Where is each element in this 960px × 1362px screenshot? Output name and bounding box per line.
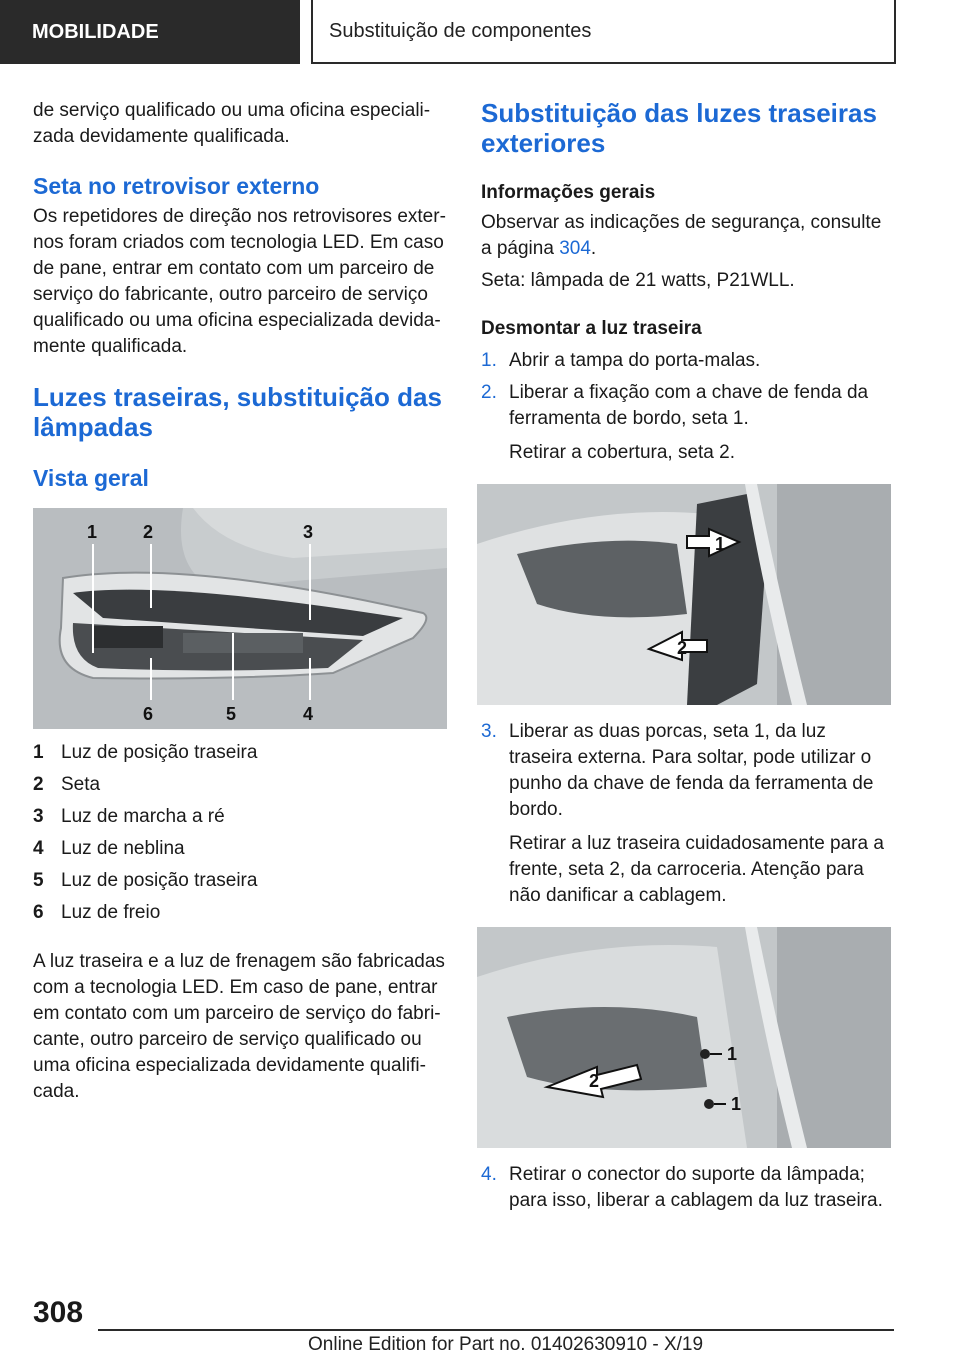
bulb-paragraph: Seta: lâmpada de 21 watts, P21WLL.: [481, 270, 795, 291]
steps-list-b: [481, 719, 893, 909]
step-item: 4. Retirar o conector do suporte da lâmpada; para isso, liberar a cablagem da luz traseira.: [481, 1164, 883, 1211]
callout-2: 2: [143, 522, 154, 542]
legend-item: 2 Seta: [33, 774, 101, 795]
steps-list-a: [481, 348, 893, 466]
intro-paragraph: de serviço qualificado ou uma oficina especializada devidamente qualificada.: [33, 100, 431, 147]
legend-item: 3 Luz de marcha a ré: [33, 806, 225, 827]
left-column: [33, 98, 447, 1105]
general-info-heading: Informações gerais: [481, 182, 656, 203]
step-item: 3. Liberar as duas porcas, seta 1, da luz traseira externa. Para soltar, pode utilizar o punho da chave de fenda da ferramenta de bordo. Retirar a luz traseira cuidadosamente para a frente, seta 2, da carroceria. Atenção para não danificar a cablagem.: [481, 721, 884, 906]
overview-heading: Vista geral: [33, 465, 149, 491]
fig2-label-1b: 1: [731, 1094, 742, 1114]
fig1-label-1: 1: [715, 534, 726, 554]
led-paragraph: A luz traseira e a luz de frenagem são fabricadas com a tecnologia LED. Em caso de pane, entrar em contato com um parceiro de serviço do fabricante, outro parceiro de serviço qualificado ou uma oficina especializada devidamente qualificada.: [33, 951, 445, 1102]
header-chapter-tab: [311, 0, 896, 64]
fig2-label-1a: 1: [727, 1044, 738, 1064]
step-item: 2. Liberar a fixação com a chave de fenda da ferramenta de bordo, seta 1. Retirar a cobertura, seta 2.: [481, 382, 869, 463]
callout-4: 4: [303, 704, 314, 724]
lamp-removal-figure: [477, 927, 891, 1148]
page-link[interactable]: 304: [559, 238, 591, 259]
cover-removal-figure: [477, 484, 891, 705]
replace-heading: Substituição das luzes traseiras exteriores: [481, 98, 877, 158]
legend-item: 1 Luz de posição traseira: [33, 742, 258, 763]
footer-edition: Online Edition for Part no. 01402630910 - X/19: [308, 1334, 704, 1355]
taillight-overview-figure: [33, 508, 447, 729]
fig1-label-2: 2: [677, 638, 688, 658]
legend-item: 4 Luz de neblina: [33, 838, 185, 859]
right-column: [481, 98, 893, 1214]
callout-1: 1: [87, 522, 98, 542]
header-section-label: MOBILIDADE: [32, 20, 159, 43]
footer-divider: [98, 1329, 894, 1331]
fig2-label-2: 2: [589, 1071, 600, 1091]
callout-5: 5: [226, 704, 237, 724]
callout-3: 3: [303, 522, 314, 542]
page-number: 308: [33, 1296, 84, 1329]
legend-item: 6 Luz de freio: [33, 902, 161, 923]
legend-list: [33, 737, 447, 929]
callout-6: 6: [143, 704, 154, 724]
remove-heading: Desmontar a luz traseira: [481, 318, 702, 339]
mirror-paragraph: Os repetidores de direção nos retrovisores externos foram criados com tecnologia LED. Em caso de pane, entrar em contato com um parceiro de serviço do fabricante, outro parceiro de serviço qualificado ou uma oficina especializada devidamente qualificada.: [33, 206, 446, 357]
rear-lights-heading: Luzes traseiras, substituição das lâmpadas: [33, 382, 442, 442]
mirror-heading: Seta no retrovisor externo: [33, 173, 320, 199]
steps-list-c: [481, 1162, 893, 1214]
header-section-tab: [0, 0, 300, 64]
safety-paragraph: Observar as indicações de segurança, consulte a página 304.: [481, 212, 882, 259]
legend-item: 5 Luz de posição traseira: [33, 870, 258, 891]
step-item: 1. Abrir a tampa do porta-malas.: [481, 350, 761, 371]
header-chapter-label: Substituição de componentes: [329, 19, 592, 42]
